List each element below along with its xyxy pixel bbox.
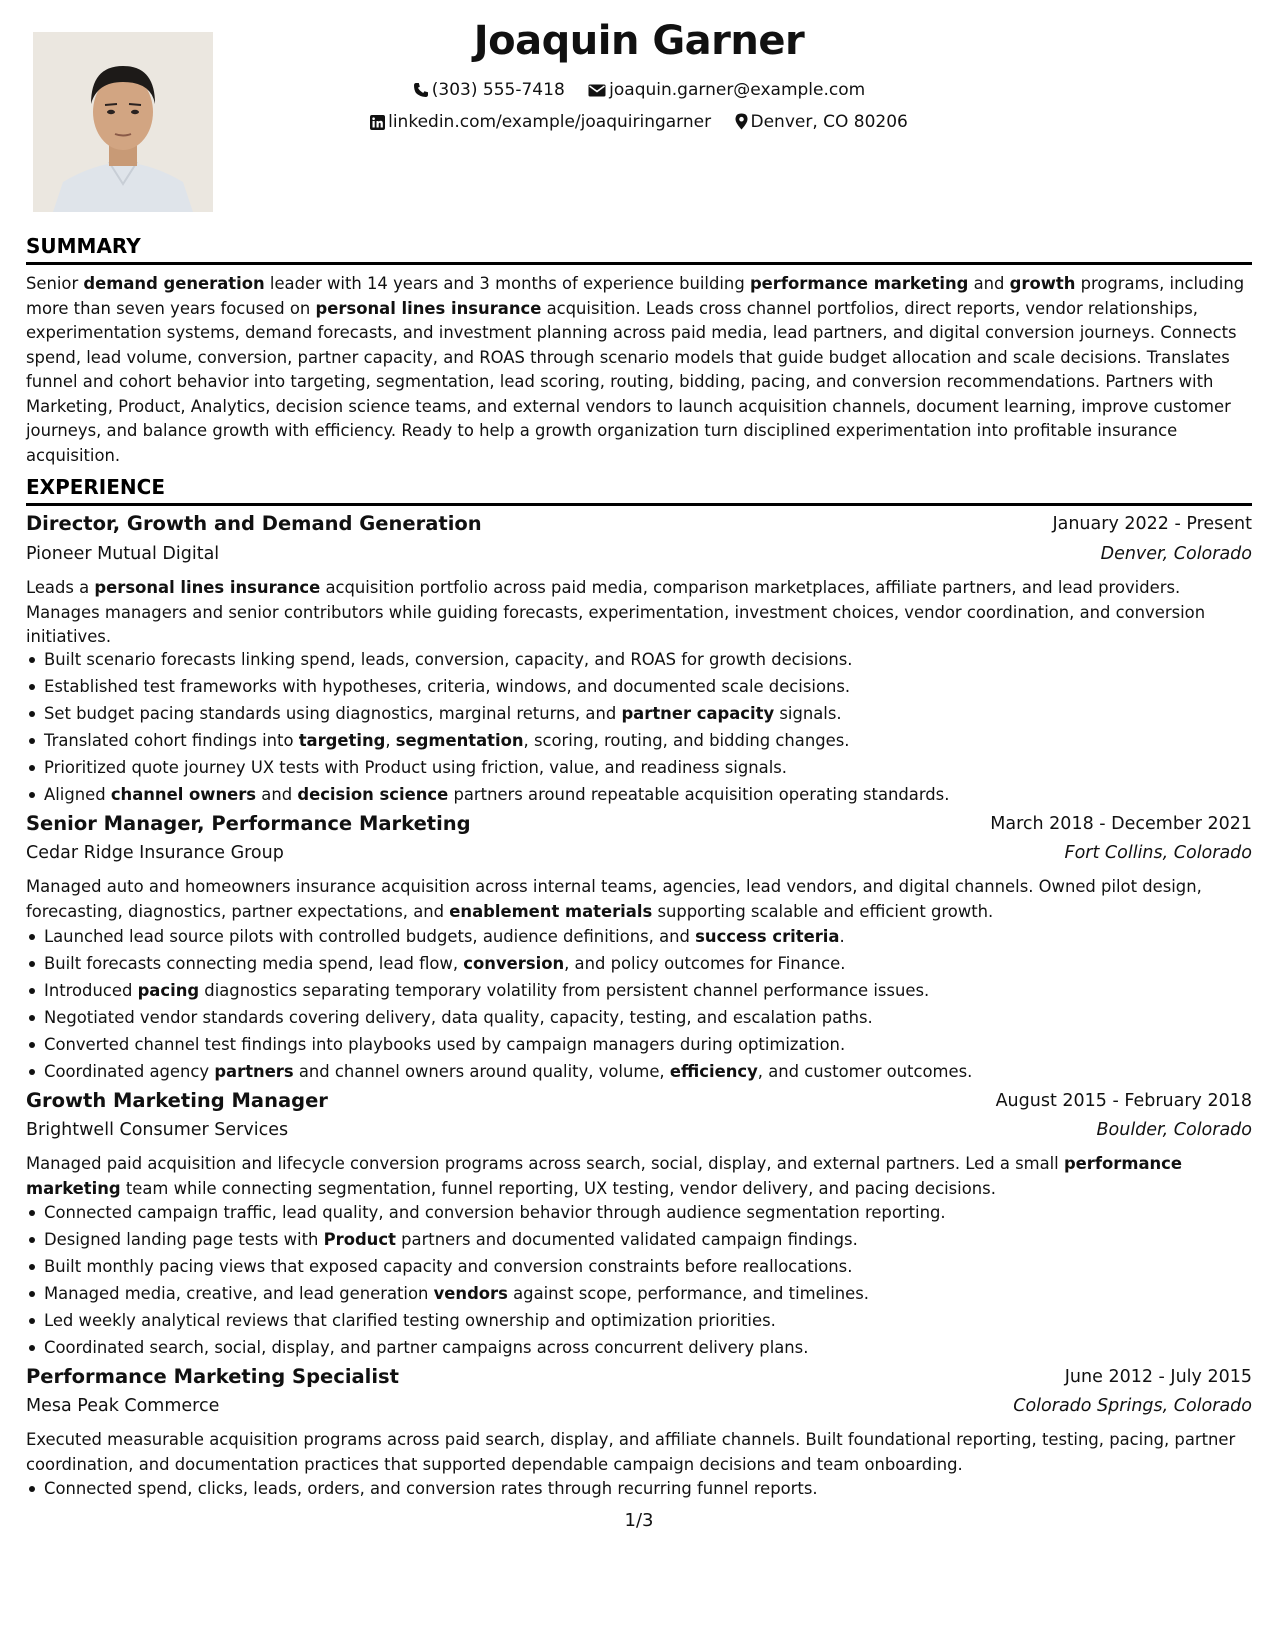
job-title: Growth Marketing Manager — [26, 1089, 328, 1112]
linkedin-icon — [370, 115, 385, 130]
candidate-name: Joaquin Garner — [473, 18, 805, 64]
list-item: Established test frameworks with hypotheses, criteria, windows, and documented scale decisions. — [26, 673, 1252, 700]
job-description: Leads a personal lines insurance acquisition portfolio across paid media, comparison marketplaces, affiliate partners, and lead providers. Manages managers and senior contributors while guiding forecasts, experimentation, investment choices, vendor coordination, and conversion initiatives. — [26, 578, 1206, 646]
job-bullets — [26, 646, 1252, 808]
section-title-experience: EXPERIENCE — [26, 475, 1252, 506]
job-location: Fort Collins, Colorado — [1064, 843, 1252, 863]
job-title: Performance Marketing Specialist — [26, 1365, 399, 1388]
linkedin-contact[interactable] — [370, 112, 711, 132]
job-company: Pioneer Mutual Digital — [26, 544, 220, 564]
list-item: Converted channel test findings into playbooks used by campaign managers during optimization. — [26, 1031, 1252, 1058]
location-pin-icon — [735, 113, 748, 130]
phone-contact[interactable] — [413, 80, 565, 100]
list-item: Prioritized quote journey UX tests with Product using friction, value, and readiness signals. — [26, 754, 1252, 781]
job-bullets — [26, 923, 1252, 1085]
list-item: Managed media, creative, and lead generation vendors against scope, performance, and timelines. — [26, 1280, 1252, 1307]
job-dates: August 2015 - February 2018 — [995, 1091, 1252, 1111]
job-bullets — [26, 1475, 1252, 1502]
job-dates: January 2022 - Present — [1052, 514, 1252, 534]
contact-row-secondary — [26, 112, 1252, 132]
phone-icon — [413, 82, 429, 98]
location-text: Denver, CO 80206 — [750, 112, 908, 132]
email-text: joaquin.garner@example.com — [609, 80, 866, 100]
job-bullets — [26, 1199, 1252, 1361]
job-company: Cedar Ridge Insurance Group — [26, 843, 284, 863]
location-contact — [735, 112, 908, 132]
job-location: Denver, Colorado — [1100, 544, 1252, 564]
list-item: Introduced pacing diagnostics separating temporary volatility from persistent channel performance issues. — [26, 977, 1252, 1004]
summary-paragraph: Senior demand generation leader with 14 years and 3 months of experience building performance marketing and growth programs, including more than seven years focused on personal lines insurance acquisition. Leads cross channel portfolios, direct reports, vendor relationships, experimentation systems, demand forecasts, and investment planning across paid media, lead partners, and digital conversion journeys. Connects spend, lead volume, conversion, partner capacity, and ROAS through scenario models that guide budget allocation and scale decisions. Translates funnel and cohort behavior into targeting, segmentation, lead scoring, routing, bidding, pacing, and conversion recommendations. Partners with Marketing, Product, Analytics, decision science teams, and external vendors to launch acquisition channels, document learning, improve customer journeys, and balance growth with efficiency. Ready to help a growth organization turn disciplined experimentation into profitable insurance acquisition. — [26, 274, 1245, 465]
list-item: Built scenario forecasts linking spend, leads, conversion, capacity, and ROAS for growth decisions. — [26, 646, 1252, 673]
email-icon — [588, 83, 606, 98]
job-location: Boulder, Colorado — [1096, 1120, 1252, 1140]
list-item: Built monthly pacing views that exposed capacity and conversion constraints before reallocations. — [26, 1253, 1252, 1280]
list-item: Coordinated search, social, display, and partner campaigns across concurrent delivery plans. — [26, 1334, 1252, 1361]
job-company: Brightwell Consumer Services — [26, 1120, 289, 1140]
job-title: Senior Manager, Performance Marketing — [26, 812, 471, 835]
list-item: Coordinated agency partners and channel owners around quality, volume, efficiency, and customer outcomes. — [26, 1058, 1252, 1085]
contact-row-primary — [26, 80, 1252, 100]
list-item: Aligned channel owners and decision science partners around repeatable acquisition operating standards. — [26, 781, 1252, 808]
job-title: Director, Growth and Demand Generation — [26, 512, 482, 535]
list-item: Connected spend, clicks, leads, orders, and conversion rates through recurring funnel reports. — [26, 1475, 1252, 1502]
linkedin-text: linkedin.com/example/joaquiringarner — [388, 112, 712, 132]
job-location: Colorado Springs, Colorado — [1013, 1396, 1252, 1416]
list-item: Connected campaign traffic, lead quality, and conversion behavior through audience segmentation reporting. — [26, 1199, 1252, 1226]
list-item: Led weekly analytical reviews that clarified testing ownership and optimization priorities. — [26, 1307, 1252, 1334]
list-item: Translated cohort findings into targeting, segmentation, scoring, routing, and bidding changes. — [26, 727, 1252, 754]
job-company: Mesa Peak Commerce — [26, 1396, 220, 1416]
section-title-summary: SUMMARY — [26, 234, 1252, 265]
job-dates: June 2012 - July 2015 — [1064, 1367, 1252, 1387]
phone-text: (303) 555-7418 — [431, 80, 565, 100]
resume-page — [26, 0, 1252, 1650]
list-item: Negotiated vendor standards covering delivery, data quality, capacity, testing, and escalation paths. — [26, 1004, 1252, 1031]
list-item: Launched lead source pilots with controlled budgets, audience definitions, and success criteria. — [26, 923, 1252, 950]
job-description: Executed measurable acquisition programs across paid search, display, and affiliate channels. Built foundational reporting, testing, pacing, partner coordination, and documentation practices that supported dependable campaign decisions and team onboarding. — [26, 1430, 1236, 1474]
list-item: Set budget pacing standards using diagnostics, marginal returns, and partner capacity signals. — [26, 700, 1252, 727]
job-dates: March 2018 - December 2021 — [990, 814, 1252, 834]
page-indicator: 1/3 — [624, 1510, 654, 1531]
email-contact[interactable] — [588, 80, 865, 100]
list-item: Designed landing page tests with Product partners and documented validated campaign findings. — [26, 1226, 1252, 1253]
job-description: Managed paid acquisition and lifecycle conversion programs across search, social, display, and external partners. Led a small performance marketing team while connecting segmentation, funnel reporting, UX testing, vendor delivery, and pacing decisions. — [26, 1154, 1183, 1198]
job-description: Managed auto and homeowners insurance acquisition across internal teams, agencies, lead vendors, and digital channels. Owned pilot design, forecasting, diagnostics, partner expectations, and enablement materials supporting scalable and efficient growth. — [26, 877, 1202, 921]
list-item: Built forecasts connecting media spend, lead flow, conversion, and policy outcomes for Finance. — [26, 950, 1252, 977]
